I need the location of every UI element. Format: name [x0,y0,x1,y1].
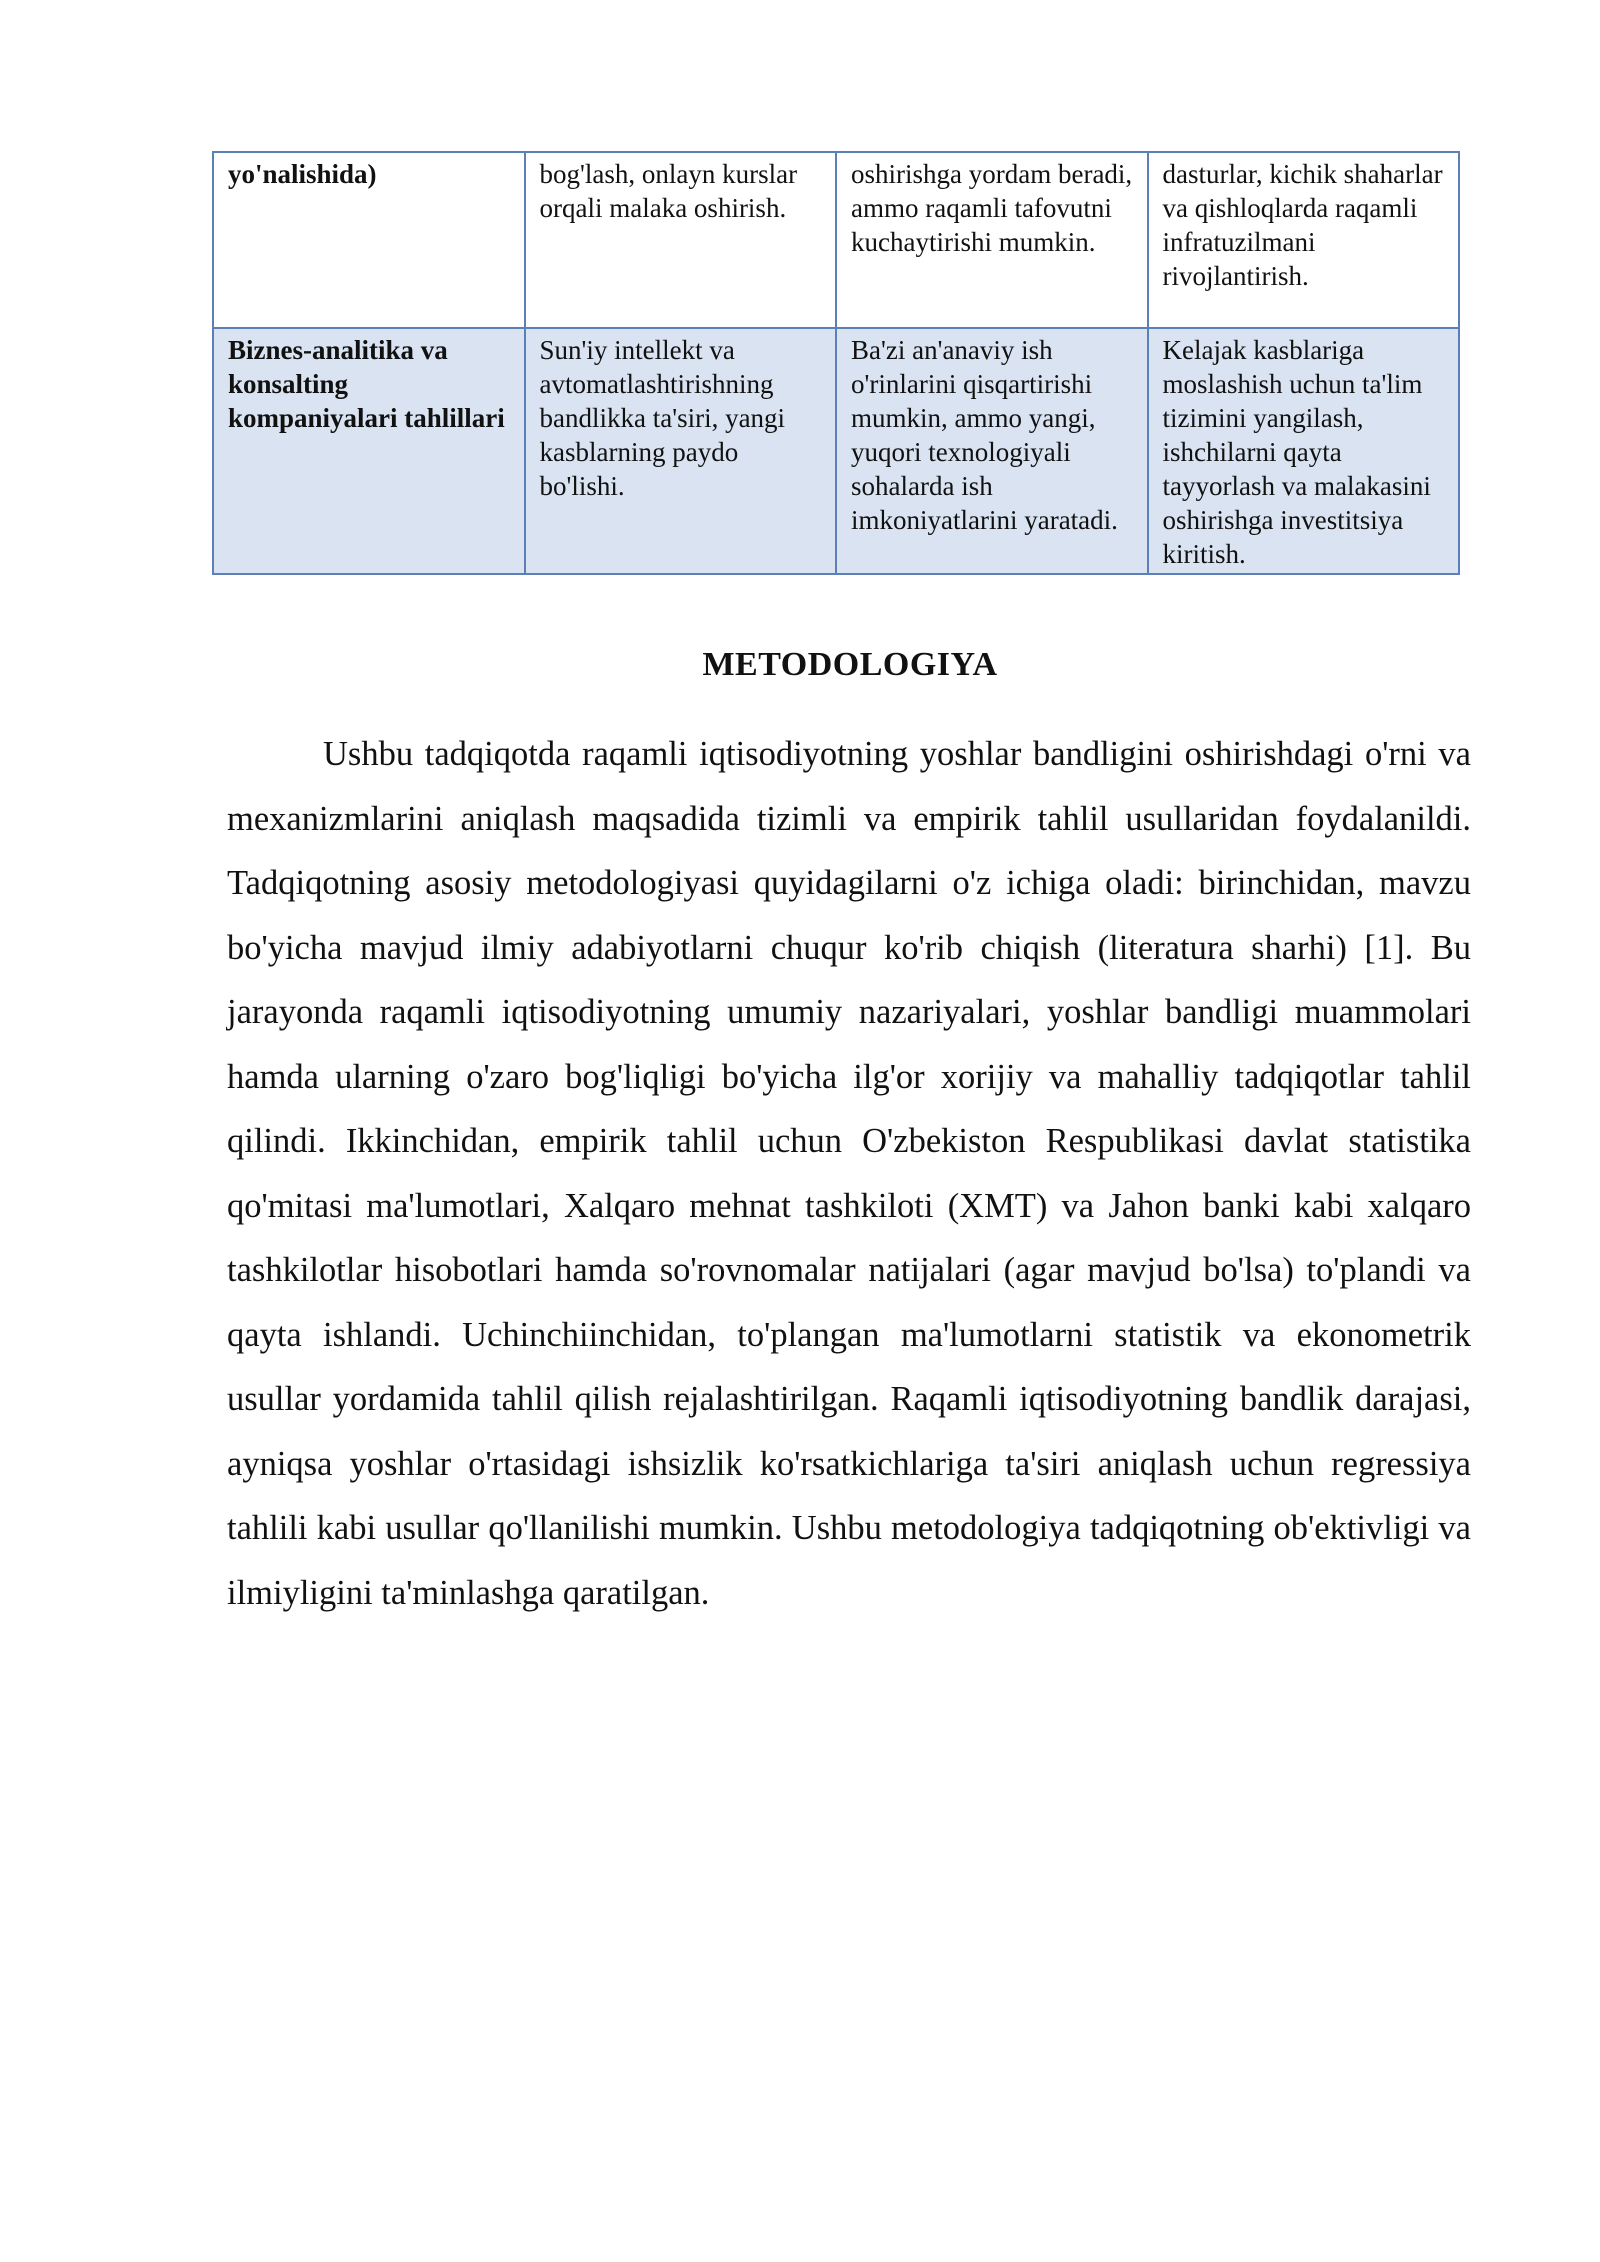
table-cell: Kelajak kasblariga moslashish uchun ta'lim tizimini yangilash, ishchilarni qayta tayyorlash va malakasini oshirishga investitsiya kiritish. [1148,328,1460,574]
table-cell: Sun'iy intellekt va avtomatlashtirishning bandlikka ta'siri, yangi kasblarning paydo bo'lishi. [525,328,837,574]
table-cell-source: Biznes-analitika va konsalting kompaniyalari tahlillari [213,328,525,574]
table-cell-source: yo'nalishida) [213,152,525,328]
table-row [213,152,1459,328]
table-cell: oshirishga yordam beradi, ammo raqamli tafovutni kuchaytirishi mumkin. [836,152,1148,328]
table-cell: bog'lash, onlayn kurslar orqali malaka oshirish. [525,152,837,328]
table-cell: Ba'zi an'anaviy ish o'rinlarini qisqartirishi mumkin, ammo yangi, yuqori texnologiyali sohalarda ish imkoniyatlarini yaratadi. [836,328,1148,574]
table-cell: dasturlar, kichik shaharlar va qishloqlarda raqamli infratuzilmani rivojlantirish. [1148,152,1460,328]
section-heading: METODOLOGIYA [702,646,998,683]
body-paragraph: Ushbu tadqiqotda raqamli iqtisodiyotning yoshlar bandligini oshirishdagi o'rni va mexanizmlarini aniqlash maqsadida tizimli va empirik tahlil usullaridan foydalanildi. Tadqiqotning asosiy metodologiyasi quyidagilarni o'z ichiga oladi: birinchidan, mavzu bo'yicha mavjud ilmiy adabiyotlarni chuqur ko'rib chiqish (literatura sharhi) [1]. Bu jarayonda raqamli iqtisodiyotning umumiy nazariyalari, yoshlar bandligi muammolari hamda ularning o'zaro bog'liqligi bo'yicha ilg'or xorijiy va mahalliy tadqiqotlar tahlil qilindi. Ikkinchidan, empirik tahlil uchun O'zbekiston Respublikasi davlat statistika qo'mitasi ma'lumotlari, Xalqaro mehnat tashkiloti (XMT) va Jahon banki kabi xalqaro tashkilotlar hisobotlari hamda so'rovnomalar natijalari (agar mavjud bo'lsa) to'plandi va qayta ishlandi. Uchinchiinchidan, to'plangan ma'lumotlarni statistik va ekonometrik usullar yordamida tahlil qilish rejalashtirilgan. Raqamli iqtisodiyotning bandlik darajasi, ayniqsa yoshlar o'rtasidagi ishsizlik ko'rsatkichlariga ta'siri aniqlash uchun regressiya tahlili kabi usullar qo'llanilishi mumkin. Ushbu metodologiya tadqiqotning ob'ektivligi va ilmiyligini ta'minlashga qaratilgan. [227,735,1471,1612]
table-row [213,328,1459,574]
comparison-table [212,151,1460,575]
